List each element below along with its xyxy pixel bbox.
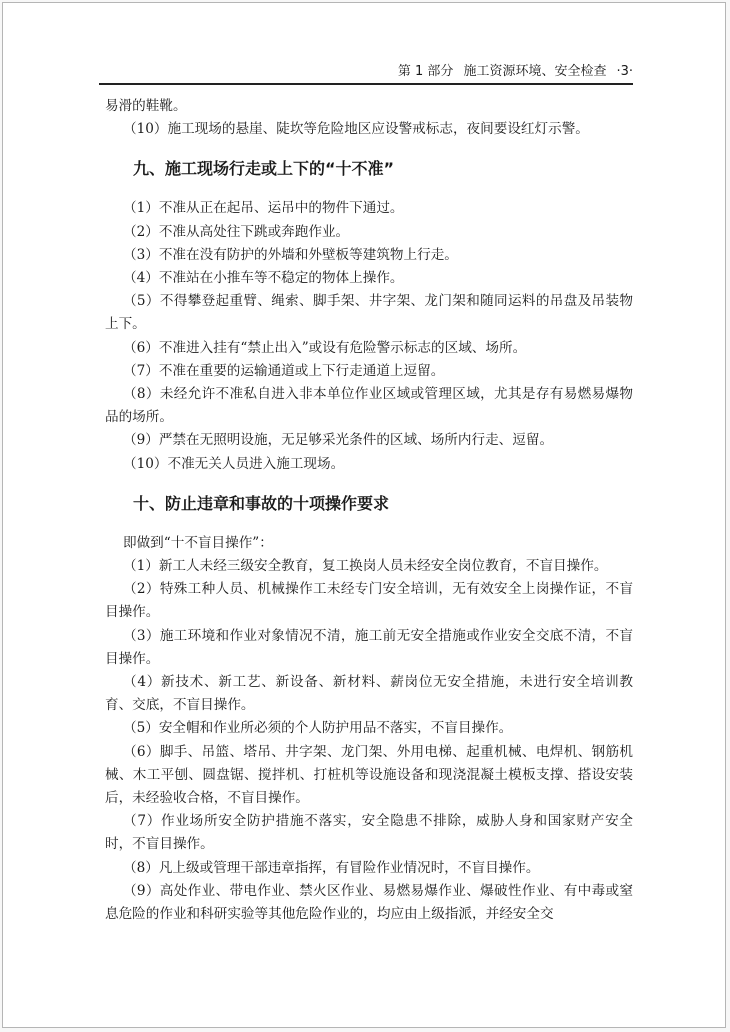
list-item: （6）不准进入挂有“禁止出入”或设有危险警示标志的区域、场所。 [123, 339, 527, 356]
list-item: （3）施工环境和作业对象情况不清，施工前无安全措施或作业安全交底不清，不盲目操作。 [105, 627, 633, 667]
list-item: （8）凡上级或管理干部违章指挥，有冒险作业情况时，不盲目操作。 [123, 859, 540, 876]
list-item: （9）严禁在无照明设施，无足够采光条件的区域、场所内行走、逗留。 [123, 432, 554, 449]
header-title: 施工资源环境、安全检查 [463, 64, 607, 79]
list-item: （5）安全帽和作业所必须的个人防护用品不落实，不盲目操作。 [123, 720, 513, 737]
page-body [105, 95, 633, 926]
section-heading-nine: 九、施工现场行走或上下的“十不准” [133, 159, 395, 179]
list-item: （7）作业场所安全防护措施不落实，安全隐患不排除，威胁人身和国家财产安全时，不盲目操作。 [105, 813, 633, 853]
list-item: （1）不准从正在起吊、运吊中的物件下通过。 [123, 200, 404, 217]
document-page [2, 2, 726, 1028]
section-heading-ten: 十、防止违章和事故的十项操作要求 [133, 493, 390, 513]
header-section: 第 1 部分 [397, 64, 454, 79]
list-item: （4）新技术、新工艺、新设备、新材料、薪岗位无安全措施，未进行安全培训教育、交底，不盲目操作。 [105, 674, 633, 714]
list-item: （6）脚手、吊篮、塔吊、井字架、龙门架、外用电梯、起重机械、电焊机、钢筋机械、木工平刨、圆盘锯、搅拌机、打桩机等设施设备和现浇混凝土模板支撑、搭设安装后，未经验收合格，不盲目操作。 [105, 743, 633, 807]
list-item: （8）未经允许不准私自进入非本单位作业区域或管理区域，尤其是存有易燃易爆物品的场所。 [105, 386, 633, 426]
list-item: （5）不得攀登起重臂、绳索、脚手架、井字架、龙门架和随同运料的吊盘及吊装物上下。 [105, 293, 633, 333]
list-item: （10）施工现场的悬崖、陡坎等危险地区应设警戒标志，夜间要设红灯示警。 [123, 121, 589, 138]
list-item: （9）高处作业、带电作业、禁火区作业、易燃易爆作业、爆破性作业、有中毒或窒息危险的作业和科研实验等其他危险作业的，均应由上级指派，并经安全交 [105, 882, 633, 923]
list-item: （1）新工人未经三级安全教育，复工换岗人员未经安全岗位教育，不盲目操作。 [123, 558, 608, 575]
list-item: （2）不准从高处往下跳或奔跑作业。 [123, 223, 350, 240]
list-item: （7）不准在重要的运输通道或上下行走通道上逗留。 [123, 362, 445, 379]
header-rule [99, 83, 633, 85]
continuation-text: 易滑的鞋靴。 [105, 98, 187, 114]
section-lead: 即做到“十不盲目操作”： [123, 534, 273, 551]
list-item: （2）特殊工种人员、机械操作工未经专门安全培训，无有效安全上岗操作证，不盲目操作。 [105, 581, 633, 621]
list-item: （4）不准站在小推车等不稳定的物体上操作。 [123, 270, 404, 287]
header-page-number: ·3· [616, 64, 633, 79]
list-item: （3）不准在没有防护的外墙和外壁板等建筑物上行走。 [123, 246, 458, 263]
running-header [99, 63, 633, 81]
list-item: （10）不准无关人员进入施工现场。 [123, 455, 345, 472]
